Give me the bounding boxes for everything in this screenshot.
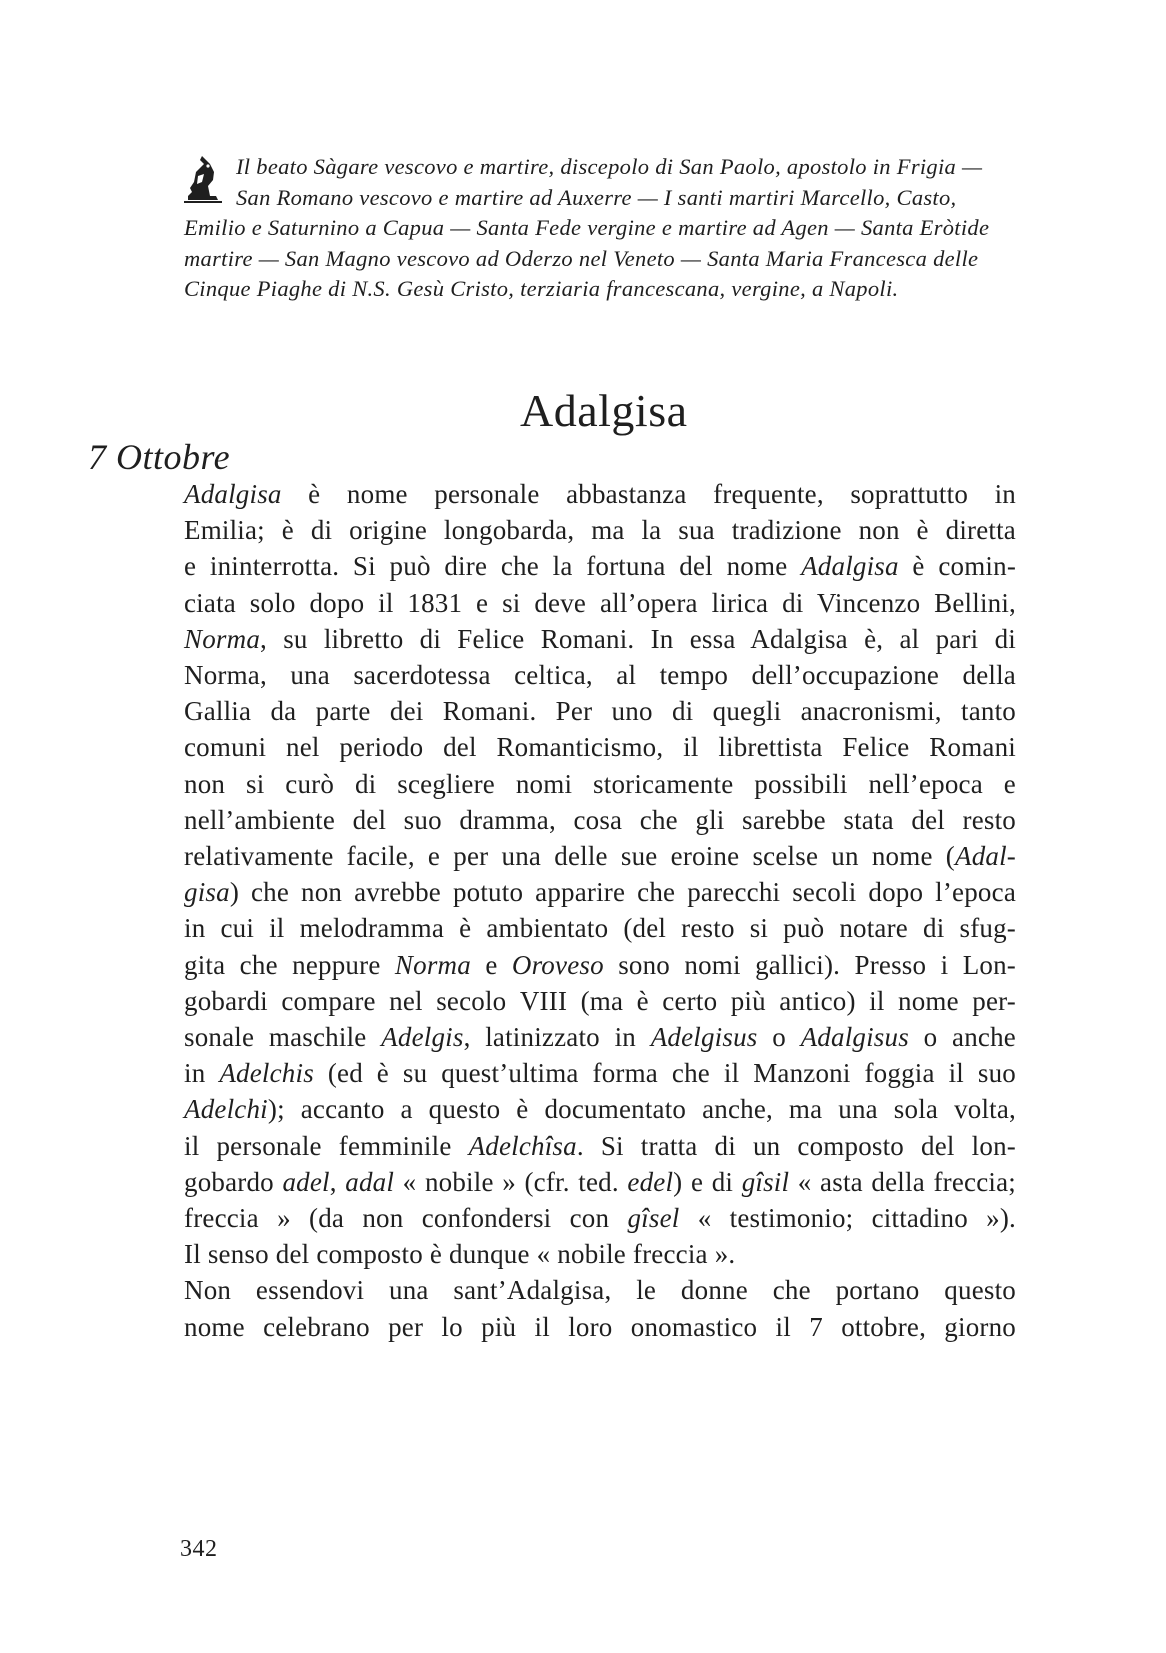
- body-line: Emilia; è di origine longobarda, ma la sua tradizione non è diretta: [184, 515, 1016, 546]
- body-line: Adalgisa è nome personale abbastanza frequente, soprattutto in: [184, 479, 1016, 509]
- body-line: Il senso del composto è dunque « nobile freccia ».: [184, 1239, 736, 1270]
- saints-of-the-day: [184, 152, 1014, 305]
- page-number: 342: [180, 1536, 218, 1562]
- body-line: gisa) che non avrebbe potuto apparire che parecchi secoli dopo l’epoca: [184, 877, 1016, 908]
- saints-line: San Romano vescovo e martire ad Auxerre — I santi martiri Marcello, Casto,: [236, 184, 957, 210]
- body-line: il personale femminile Adelchîsa. Si tratta di un composto del lon-: [184, 1130, 1016, 1161]
- entry-title: Adalgisa: [520, 385, 688, 436]
- body-line: freccia » (da non confondersi con gîsel « testimonio; cittadino »).: [184, 1203, 1016, 1234]
- saints-line: martire — San Magno vescovo ad Oderzo nel Veneto — Santa Maria Francesca delle: [184, 245, 979, 271]
- entry-date: 7 Ottobre: [88, 437, 231, 477]
- saints-line: Il beato Sàgare vescovo e martire, discepolo di San Paolo, apostolo in Frigia —: [236, 154, 983, 179]
- body-line: Norma, su libretto di Felice Romani. In essa Adalgisa è, al pari di: [184, 623, 1016, 654]
- body-line: gobardo adel, adal « nobile » (cfr. ted. edel) e di gîsil « asta della freccia;: [184, 1166, 1016, 1197]
- body-line: relativamente facile, e per una delle sue eroine scelse un nome (Adal-: [184, 841, 1016, 872]
- saints-line: Cinque Piaghe di N.S. Gesù Cristo, terziaria francescana, vergine, a Napoli.: [184, 276, 899, 301]
- body-line: nome celebrano per lo più il loro onomastico il 7 ottobre, giorno: [184, 1311, 1016, 1342]
- body-line: in cui il melodramma è ambientato (del resto si può notare di sfug-: [184, 913, 1016, 944]
- body-line: comuni nel periodo del Romanticismo, il librettista Felice Romani: [184, 732, 1016, 763]
- body-line: non si curò di scegliere nomi storicamente possibili nell’epoca e: [184, 768, 1016, 799]
- body-line: Adelchi); accanto a questo è documentato anche, ma una sola volta,: [184, 1094, 1016, 1125]
- body-line: gita che neppure Norma e Oroveso sono nomi gallici). Presso i Lon-: [184, 949, 1016, 980]
- body-line: in Adelchis (ed è su quest’ultima forma che il Manzoni foggia il suo: [184, 1058, 1016, 1089]
- body-line: Gallia da parte dei Romani. Per uno di quegli anacronismi, tanto: [184, 696, 1016, 727]
- body-line: nell’ambiente del suo dramma, cosa che gli sarebbe stata del resto: [184, 804, 1016, 835]
- saints-line: Emilio e Saturnino a Capua — Santa Fede vergine e martire ad Agen — Santa Eròtide: [184, 215, 990, 240]
- body-line: sonale maschile Adelgis, latinizzato in Adelgisus o Adalgisus o anche: [184, 1022, 1016, 1053]
- body-line: gobardi compare nel secolo VIII (ma è certo più antico) il nome per-: [184, 985, 1016, 1016]
- body-line: e ininterrotta. Si può dire che la fortuna del nome Adalgisa è comin-: [184, 551, 1017, 582]
- body-line: Norma, una sacerdotessa celtica, al tempo dell’occupazione della: [184, 660, 1016, 691]
- body-line: Non essendovi una sant’Adalgisa, le donne che portano questo: [184, 1275, 1016, 1306]
- entry-body: [184, 476, 1016, 1345]
- body-line: ciata solo dopo il 1831 e si deve all’opera lirica di Vincenzo Bellini,: [184, 587, 1016, 618]
